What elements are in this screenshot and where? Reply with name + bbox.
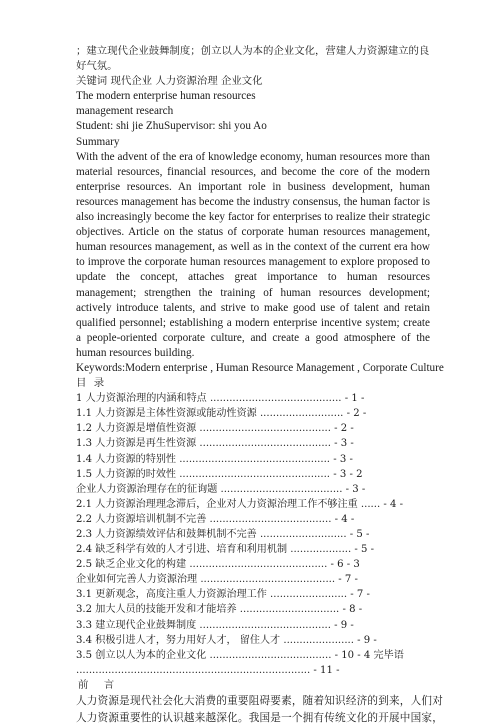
en-title-line-2: management research bbox=[76, 105, 174, 118]
preface-line-2: 人力资源重要性的认识越来越深化。我国是一个拥有传统文化的开展中国家， bbox=[76, 712, 443, 725]
toc-entry[interactable]: 2.2 人力资源培训机制不完善 ...................................... - 4 - bbox=[76, 513, 355, 525]
toc-entry[interactable]: 1 人力资源治理的内涵和特点 ......................................... - 1 - bbox=[76, 393, 365, 405]
toc-entry[interactable]: 2.1 人力资源治理理念滞后，企业对人力资源治理工作不够注重 ...... - 4 - bbox=[76, 498, 404, 510]
preface-line-1: 人力资源是现代社会化大消费的重要阻碍要素，随着知识经济的到来，人们对 bbox=[76, 695, 443, 708]
cn-abstract-line-1: ；建立现代企业鼓舞制度；创立以人为本的企业文化，营建人力资源建立的良 bbox=[76, 45, 430, 57]
en-authors: Student: shi jie ZhuSupervisor: shi you Ao bbox=[76, 120, 267, 133]
toc-entry[interactable]: 企业如何完善人力资源治理 .......................................... - 7 - bbox=[76, 574, 358, 586]
toc-entry[interactable]: 1.4 人力资源的特别性 ............................................... - 3 - bbox=[76, 453, 353, 465]
cn-abstract-line-2: 好气氛。 bbox=[76, 60, 118, 73]
cn-keywords: 关键词 现代企业 人力资源治理 企业文化 bbox=[76, 75, 263, 88]
toc-entry[interactable]: 2.3 人力资源绩效评估和鼓舞机制不完善 ........................... - 5 - bbox=[76, 529, 370, 540]
toc-entry[interactable]: 2.5 缺乏企业文化的构建 ........................................... - 6 - 3 bbox=[76, 559, 360, 571]
toc-entry[interactable]: 1.5 人力资源的时效性 ............................................... - 3 - 2 bbox=[76, 468, 363, 480]
toc-entry[interactable]: 1.3 人力资源是再生性资源 ......................................... - 3 - bbox=[76, 438, 354, 450]
en-keywords: Keywords:Modern enterprise , Human Resource Management , Corporate Culture bbox=[76, 361, 444, 374]
toc-entry[interactable]: ......................................................................... - 11 - bbox=[76, 664, 340, 676]
toc-heading: 目 录 bbox=[76, 377, 107, 390]
toc-entry[interactable]: 3.4 积极引进人才，努力用好人才， 留住人才 ...................... - 9 - bbox=[76, 634, 377, 646]
toc-entry[interactable]: 1.1 人力资源是主体性资源或能动性资源 .......................... - 2 - bbox=[76, 408, 367, 420]
preface-heading: 前 言 bbox=[78, 678, 121, 691]
toc-entry[interactable]: 3.3 建立现代企业鼓舞制度 ......................................... - 9 - bbox=[76, 619, 354, 631]
en-title-line-1: The modern enterprise human resources bbox=[76, 90, 256, 103]
toc-entry[interactable]: 3.5 创立以人为本的企业文化 ...................................... - 10 - 4 完毕语 bbox=[76, 649, 404, 661]
summary-text: With the advent of the era of knowledge economy, human resources more than material resources, financial resources, and become the core of the modern enterprise resources. An important role in business development, human resources management has become the industry consensus, the human factor is also increasingly become the key factor for enterprises to realize their strategic objectives. Article on the status of corporate human resources management, human resources management, as well as in the context of the current era how to improve the corporate human resources management to explore proposed to update the concept, attaches great importance to human resources management; strengthen the training of human resources development; actively introduce talents, and strive to make good use of talent and retain qualified personnel; establishing a modern enterprise incentive system; create a people-oriented corporate culture, and create a good atmosphere of the human resources building. bbox=[76, 150, 430, 359]
toc-entry[interactable]: 3.1 更新观念，高度注重人力资源治理工作 ........................ - 7 - bbox=[76, 589, 370, 601]
toc-entry[interactable]: 企业人力资源治理存在的征询题 ...................................... - 3 - bbox=[76, 483, 366, 495]
toc-entry[interactable]: 2.4 缺乏科学有效的人才引进、培育和利用机制 ................... - 5 - bbox=[76, 544, 375, 556]
toc-entry[interactable]: 1.2 人力资源是增值性资源 ......................................... - 2 - bbox=[76, 423, 354, 435]
toc-entry[interactable]: 3.2 加大人员的技能开发和才能培养 ............................... - 8 - bbox=[76, 604, 363, 616]
table-of-contents bbox=[76, 391, 430, 678]
summary-heading: Summary bbox=[76, 135, 120, 148]
